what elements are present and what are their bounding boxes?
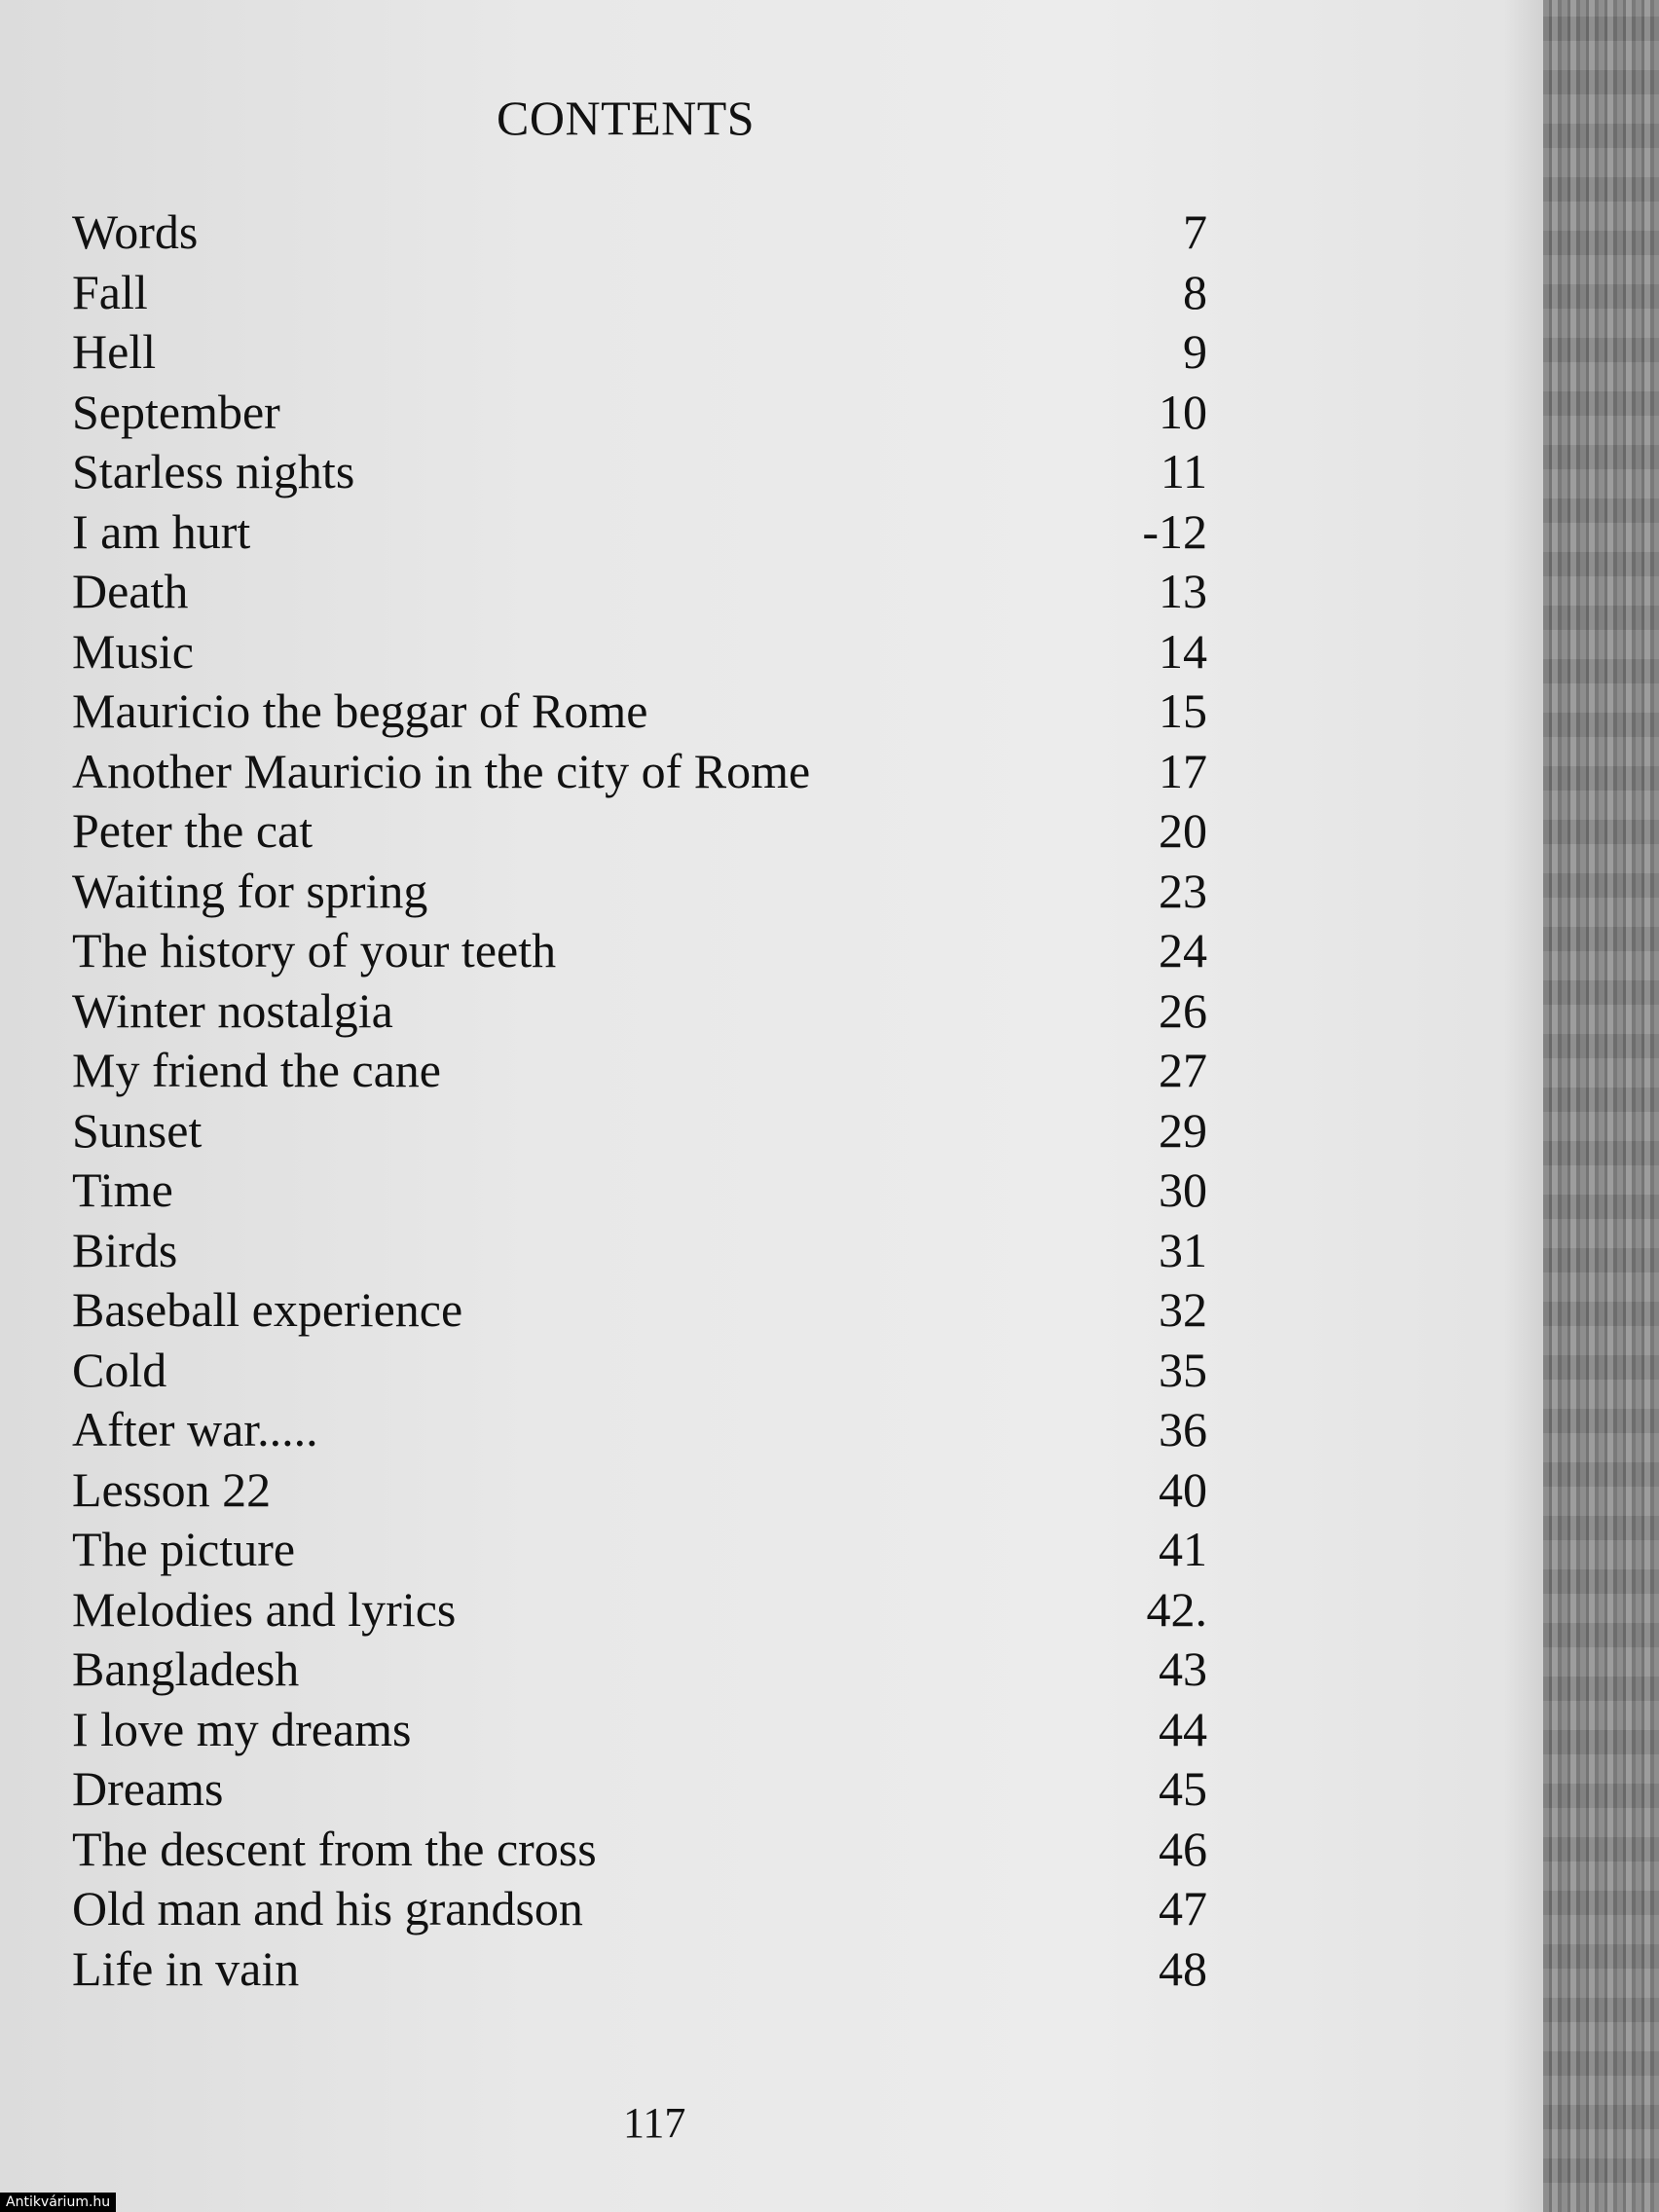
toc-entry (72, 622, 1221, 682)
toc-entry (72, 862, 1221, 922)
toc-entry-title: After war..... (72, 1402, 318, 1456)
contents-heading: CONTENTS (497, 91, 756, 145)
toc-entry (72, 442, 1221, 502)
toc-entry-page-number: -12 (1142, 503, 1207, 559)
toc-entry-page-number: 41 (1159, 1522, 1207, 1576)
toc-entry-page-number: 36 (1159, 1402, 1207, 1456)
toc-entry-title: Melodies and lyrics (72, 1581, 457, 1637)
toc-entry-page-number: 17 (1159, 743, 1207, 798)
toc-entry (72, 502, 1221, 563)
toc-entry (72, 1939, 1221, 2000)
toc-entry-title: Time (72, 1162, 173, 1217)
toc-entry (72, 1101, 1221, 1161)
toc-entry-page-number: 35 (1159, 1342, 1207, 1397)
toc-entry-page-number: 48 (1159, 1940, 1207, 1996)
toc-entry (72, 203, 1221, 263)
page-number: 117 (623, 2099, 686, 2147)
toc-entry (72, 921, 1221, 981)
toc-entry-title: Old man and his grandson (72, 1881, 583, 1936)
toc-entry (72, 1041, 1221, 1101)
toc-entry-page-number: 44 (1159, 1701, 1207, 1756)
toc-entry-title: Bangladesh (72, 1641, 300, 1696)
toc-entry-title: Winter nostalgia (72, 982, 393, 1038)
toc-entry-title: Starless nights (72, 444, 355, 498)
watermark-label: Antikvárium.hu (0, 2193, 116, 2212)
toc-entry (72, 263, 1221, 323)
toc-entry-page-number: 7 (1183, 204, 1207, 259)
toc-entry (72, 1280, 1221, 1341)
toc-entry (72, 1759, 1221, 1820)
toc-entry-title: Lesson 22 (72, 1461, 272, 1517)
toc-entry (72, 1640, 1221, 1700)
toc-entry (72, 1879, 1221, 1939)
toc-entry-title: Words (72, 204, 199, 259)
toc-entry-title: Hell (72, 324, 157, 379)
toc-entry (72, 801, 1221, 862)
toc-entry-title: Fall (72, 264, 148, 319)
toc-entry-page-number: 45 (1159, 1761, 1207, 1816)
toc-entry-page-number: 11 (1160, 444, 1207, 498)
table-of-contents (72, 203, 1221, 1999)
toc-entry-title: Another Mauricio in the city of Rome (72, 743, 811, 798)
toc-entry (72, 981, 1221, 1042)
toc-entry-page-number: 29 (1159, 1102, 1207, 1158)
toc-entry-page-number: 46 (1159, 1821, 1207, 1876)
toc-entry (72, 1460, 1221, 1521)
toc-entry-title: September (72, 384, 280, 439)
toc-entry-title: The picture (72, 1522, 296, 1576)
toc-entry-page-number: 23 (1159, 863, 1207, 918)
toc-entry-title: The history of your teeth (72, 923, 557, 977)
toc-entry-page-number: 26 (1159, 982, 1207, 1038)
toc-entry-page-number: 14 (1159, 623, 1207, 679)
toc-entry-title: Death (72, 564, 189, 618)
toc-entry-title: Birds (72, 1222, 178, 1277)
toc-entry (72, 383, 1221, 443)
toc-entry-title: Life in vain (72, 1940, 300, 1996)
toc-entry (72, 562, 1221, 622)
toc-entry-page-number: 9 (1183, 324, 1207, 379)
toc-entry-title: Music (72, 623, 194, 679)
toc-entry (72, 1221, 1221, 1281)
toc-entry-title: Sunset (72, 1102, 203, 1158)
toc-entry-title: Baseball experience (72, 1282, 463, 1337)
toc-entry-page-number: 27 (1159, 1043, 1207, 1097)
toc-entry (72, 1161, 1221, 1221)
toc-entry-page-number: 47 (1159, 1881, 1207, 1936)
toc-entry-page-number: 42. (1146, 1581, 1207, 1637)
toc-entry-page-number: 8 (1183, 264, 1207, 319)
toc-entry (72, 682, 1221, 742)
toc-entry-page-number: 10 (1159, 384, 1207, 439)
toc-entry (72, 1400, 1221, 1460)
toc-entry-title: I love my dreams (72, 1701, 412, 1756)
toc-entry (72, 1341, 1221, 1401)
toc-entry-title: I am hurt (72, 503, 251, 559)
toc-entry-title: Peter the cat (72, 803, 313, 858)
toc-entry-title: Waiting for spring (72, 863, 428, 918)
toc-entry (72, 742, 1221, 802)
toc-entry-page-number: 40 (1159, 1461, 1207, 1517)
toc-entry (72, 1580, 1221, 1641)
toc-entry-page-number: 32 (1159, 1282, 1207, 1337)
toc-entry-page-number: 15 (1159, 683, 1207, 738)
toc-entry (72, 1520, 1221, 1580)
toc-entry-page-number: 13 (1159, 564, 1207, 618)
toc-entry-title: Mauricio the beggar of Rome (72, 683, 648, 738)
toc-entry-title: The descent from the cross (72, 1821, 597, 1876)
toc-entry (72, 1700, 1221, 1760)
toc-entry-title: Dreams (72, 1761, 224, 1816)
toc-entry-page-number: 20 (1159, 803, 1207, 858)
toc-entry-page-number: 24 (1159, 923, 1207, 977)
toc-entry-title: Cold (72, 1342, 167, 1397)
toc-entry-page-number: 43 (1159, 1641, 1207, 1696)
book-spine-background (1543, 0, 1659, 2212)
page-edge (1504, 0, 1543, 2212)
toc-entry (72, 322, 1221, 383)
toc-entry-title: My friend the cane (72, 1043, 442, 1097)
toc-entry-page-number: 30 (1159, 1162, 1207, 1217)
toc-entry (72, 1820, 1221, 1880)
toc-entry-page-number: 31 (1159, 1222, 1207, 1277)
